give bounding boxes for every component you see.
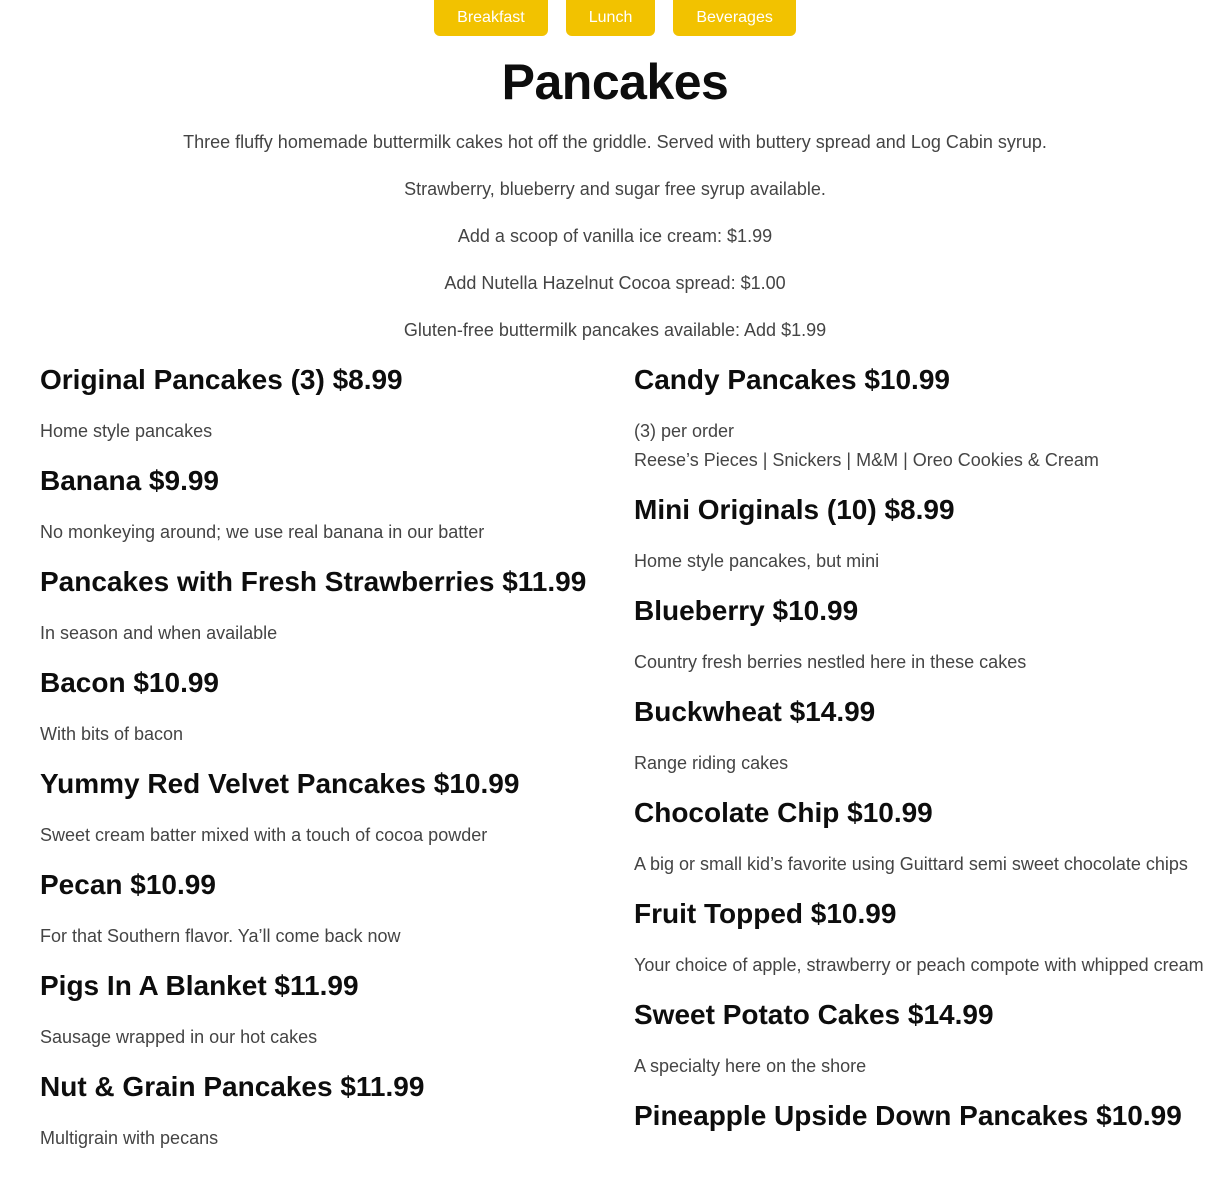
menu-item-title: Mini Originals (10) $8.99 — [634, 494, 955, 525]
category-tabs — [0, 0, 1230, 36]
menu-item — [634, 993, 1206, 1081]
menu-item — [634, 690, 1206, 778]
intro-line: Add a scoop of vanilla ice cream: $1.99 — [457, 226, 773, 246]
page-title: Pancakes — [501, 54, 729, 110]
menu-item-title: Bacon $10.99 — [40, 667, 219, 698]
menu-item-description: Sweet cream batter mixed with a touch of cocoa powder — [40, 825, 488, 845]
menu-item-title: Yummy Red Velvet Pancakes $10.99 — [40, 768, 520, 799]
menu-item-description: With bits of bacon — [40, 724, 184, 744]
menu-item — [40, 358, 610, 459]
menu-item-title: Pecan $10.99 — [40, 869, 216, 900]
menu-item-description: Your choice of apple, strawberry or peach compote with whipped cream — [634, 955, 1204, 975]
intro-line: Gluten-free buttermilk pancakes available: Add $1.99 — [403, 320, 827, 340]
intro-line: Strawberry, blueberry and sugar free syrup available. — [404, 179, 826, 199]
menu-item-description: A big or small kid’s favorite using Guittard semi sweet chocolate chips — [634, 854, 1188, 874]
menu-item-title: Chocolate Chip $10.99 — [634, 797, 933, 828]
menu-item-title: Pineapple Upside Down Pancakes $10.99 — [634, 1100, 1182, 1131]
tab-lunch[interactable]: Lunch — [566, 0, 656, 36]
menu-item — [40, 459, 610, 560]
menu-item — [40, 661, 610, 762]
menu-item-title: Original Pancakes (3) $8.99 — [40, 364, 403, 395]
menu-item — [634, 791, 1206, 879]
menu-item-description: Country fresh berries nestled here in these cakes — [634, 652, 1027, 672]
tab-beverages[interactable]: Beverages — [673, 0, 796, 36]
menu-item-title: Candy Pancakes $10.99 — [634, 364, 950, 395]
menu-item-description: In season and when available — [40, 623, 278, 643]
menu-item-title: Blueberry $10.99 — [634, 595, 859, 626]
menu-item — [634, 892, 1206, 980]
menu-item-description: No monkeying around; we use real banana in our batter — [40, 522, 485, 542]
menu-column-left — [40, 358, 610, 1166]
menu-item-description: Home style pancakes, but mini — [634, 551, 880, 571]
menu-item — [40, 762, 610, 863]
menu-item — [634, 589, 1206, 677]
menu-item — [40, 1065, 610, 1166]
intro-line: Three fluffy homemade buttermilk cakes hot off the griddle. Served with buttery spread and Log Cabin syrup. — [183, 132, 1047, 152]
menu-item — [634, 1094, 1206, 1138]
menu-item-title: Fruit Topped $10.99 — [634, 898, 897, 929]
menu-item-title: Pancakes with Fresh Strawberries $11.99 — [40, 566, 587, 597]
menu-item-description: A specialty here on the shore — [634, 1056, 867, 1076]
menu-item-description-line: (3) per order — [634, 421, 735, 441]
menu-item — [40, 560, 610, 661]
menu-item-title: Pigs In A Blanket $11.99 — [40, 970, 359, 1001]
menu-item — [40, 863, 610, 964]
tab-breakfast[interactable]: Breakfast — [434, 0, 548, 36]
menu-item — [634, 358, 1206, 475]
menu-item-title: Sweet Potato Cakes $14.99 — [634, 999, 994, 1030]
menu-item-description-line: Reese’s Pieces | Snickers | M&M | Oreo Cookies & Cream — [634, 450, 1099, 470]
menu-item-description — [634, 417, 1206, 475]
menu-column-right — [634, 358, 1206, 1151]
menu-item — [40, 964, 610, 1065]
menu-item — [634, 488, 1206, 576]
menu-item-title: Buckwheat $14.99 — [634, 696, 876, 727]
menu-item-title: Banana $9.99 — [40, 465, 219, 496]
menu-item-description: For that Southern flavor. Ya’ll come back now — [40, 926, 401, 946]
menu-item-description: Home style pancakes — [40, 421, 213, 441]
menu-item-description: Multigrain with pecans — [40, 1128, 219, 1148]
menu-item-description: Sausage wrapped in our hot cakes — [40, 1027, 318, 1047]
menu-item-description: Range riding cakes — [634, 753, 789, 773]
intro-line: Add Nutella Hazelnut Cocoa spread: $1.00 — [444, 273, 786, 293]
menu-item-title: Nut & Grain Pancakes $11.99 — [40, 1071, 425, 1102]
menu-intro — [0, 129, 1230, 364]
